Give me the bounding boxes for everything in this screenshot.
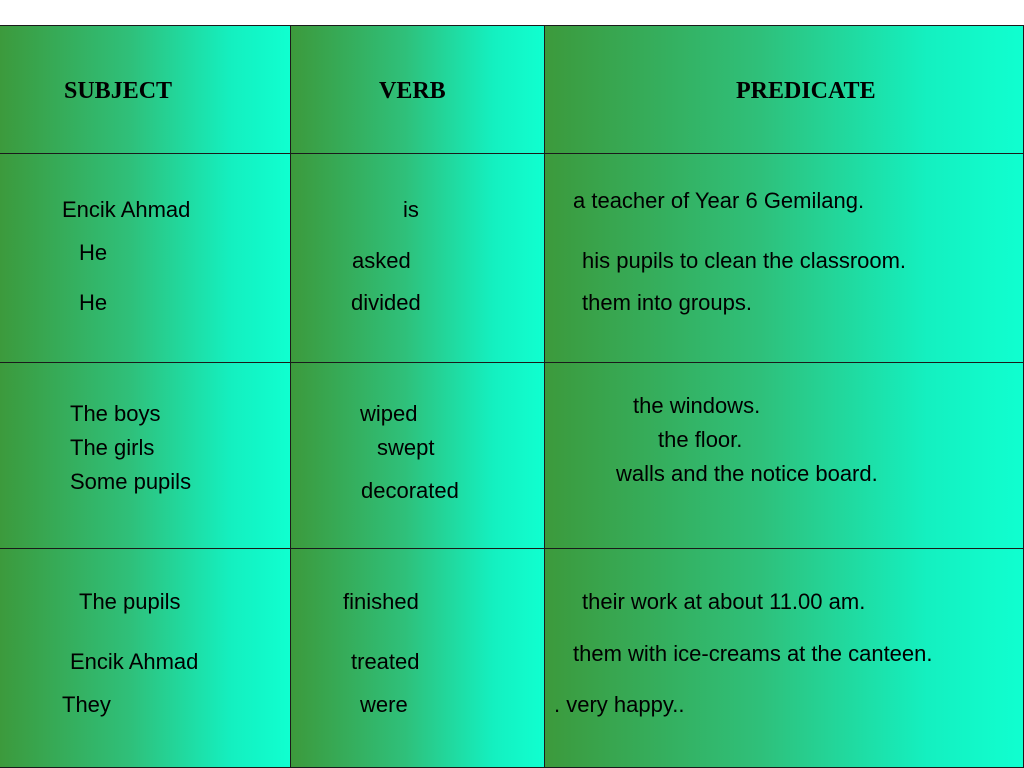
verb-text: wiped [360,401,418,426]
predicate-text: . very happy.. [554,692,685,717]
verb-text: were [360,692,408,717]
predicate-text: their work at about 11.00 am. [582,589,866,614]
predicate-header: PREDICATE [736,78,876,104]
predicate-text: them into groups. [582,290,752,315]
subject-text: He [79,290,108,315]
subject-text: He [79,240,108,265]
predicate-text: a teacher of Year 6 Gemilang. [573,188,865,213]
verb-cell-1 [291,154,545,363]
verb-text: finished [343,589,419,614]
subject-text: They [62,692,111,717]
verb-text: decorated [361,478,459,503]
verb-header: VERB [379,78,446,104]
verb-text: treated [351,649,420,674]
verb-text: is [403,197,419,222]
subject-text: Some pupils [70,469,192,494]
predicate-text: them with ice-creams at the canteen. [573,641,933,666]
verb-text: swept [377,435,435,460]
predicate-text: the floor. [658,427,743,452]
predicate-text: walls and the notice board. [616,461,878,486]
verb-text: asked [352,248,411,273]
subject-text: Encik Ahmad [62,197,191,222]
subject-text: The boys [70,401,161,426]
subject-text: The pupils [79,589,181,614]
predicate-text: his pupils to clean the classroom. [582,248,907,273]
predicate-cell-2 [545,363,1024,549]
verb-text: divided [351,290,421,315]
subject-header: SUBJECT [64,78,173,104]
subject-text: Encik Ahmad [70,649,199,674]
predicate-text: the windows. [633,393,761,418]
subject-cell-1 [0,154,291,363]
subject-text: The girls [70,435,155,460]
